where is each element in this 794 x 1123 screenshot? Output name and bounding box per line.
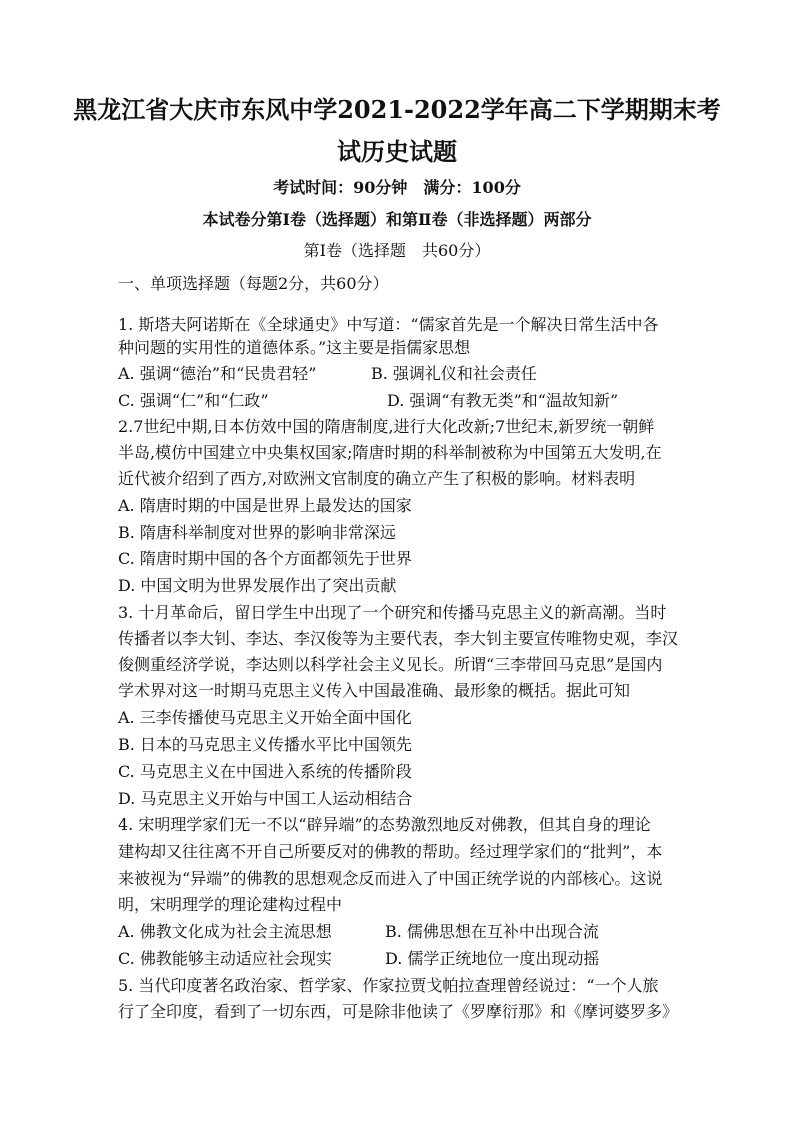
q1-stem-line-1: 1. 斯塔夫阿诺斯在《全球通史》中写道：“儒家首先是一个解决日常生活中各 (118, 315, 659, 334)
q2-option-c: C. 隋唐时期中国的各个方面都领先于世界 (118, 549, 412, 568)
exam-title-line-1: 黑龙江省大庆市东风中学2021-2022学年高二下学期期末考 (73, 95, 721, 124)
q3-stem-line-4: 学术界对这一时期马克思主义传入中国最准确、最形象的概括。据此可知 (118, 681, 631, 700)
exam-title-line-2: 试历史试题 (337, 137, 457, 166)
exam-info: 考试时间：90分钟 满分：100分 (273, 178, 521, 197)
q1-option-a: A. 强调“德治”和“民贵君轻” (118, 364, 317, 383)
q2-option-a: A. 隋唐时期的中国是世界上最发达的国家 (118, 496, 412, 515)
q3-option-b: B. 日本的马克思主义传播水平比中国领先 (118, 735, 412, 754)
part-title: 第Ⅰ卷（选择题 共60分） (303, 241, 491, 260)
q3-stem-line-2: 传播者以李大钊、李达、李汉俊等为主要代表，李大钊主要宣传唯物史观，李汉 (118, 629, 679, 648)
section-title: 一、单项选择题（每题2分，共60分） (118, 274, 389, 293)
q3-option-d: D. 马克思主义开始与中国工人运动相结合 (118, 789, 413, 808)
q2-stem-line-2: 半岛,模仿中国建立中央集权国家;隋唐时期的科举制被称为中国第五大发明,在 (118, 443, 662, 462)
q1-option-c: C. 强调“仁”和“仁政” (118, 391, 269, 410)
exam-structure: 本试卷分第Ⅰ卷（选择题）和第Ⅱ卷（非选择题）两部分 (202, 210, 592, 229)
q5-stem-line-1: 5. 当代印度著名政治家、哲学家、作家拉贾戈帕拉查理曾经说过：“一个人旅 (118, 976, 659, 995)
q4-option-c: C. 佛教能够主动适应社会现实 (118, 949, 332, 968)
q4-option-b: B. 儒佛思想在互补中出现合流 (385, 922, 599, 941)
q3-stem-line-3: 俊侧重经济学说，李达则以科学社会主义见长。所谓“三李带回马克思”是国内 (118, 655, 663, 674)
q1-stem-line-2: 种问题的实用性的道德体系。”这主要是指儒家思想 (118, 338, 471, 357)
q1-option-b: B. 强调礼仪和社会责任 (371, 364, 537, 383)
q3-stem-line-1: 3. 十月革命后，留日学生中出现了一个研究和传播马克思主义的新高潮。当时 (118, 603, 667, 622)
q4-option-a: A. 佛教文化成为社会主流思想 (118, 922, 332, 941)
q4-stem-line-2: 建构却又往往离不开自己所要反对的佛教的帮助。经过理学家们的“批判”，本 (118, 842, 663, 861)
q2-option-b: B. 隋唐科举制度对世界的影响非常深远 (118, 523, 396, 542)
q2-stem-line-1: 2.7世纪中期,日本仿效中国的隋唐制度,进行大化改新;7世纪末,新罗统一朝鲜 (118, 417, 655, 436)
q5-stem-line-2: 行了全印度，看到了一切东西，可是除非他读了《罗摩衍那》和《摩诃婆罗多》 (118, 1002, 679, 1021)
q4-stem-line-1: 4. 宋明理学家们无一不以“辟异端”的态势激烈地反对佛教，但其自身的理论 (118, 815, 651, 834)
q3-option-c: C. 马克思主义在中国进入系统的传播阶段 (118, 762, 412, 781)
q4-stem-line-4: 明，宋明理学的理论建构过程中 (118, 895, 343, 914)
q4-stem-line-3: 来被视为“异端”的佛教的思想观念反而进入了中国正统学说的内部核心。这说 (118, 869, 663, 888)
q4-option-d: D. 儒学正统地位一度出现动摇 (385, 949, 600, 968)
q1-option-d: D. 强调“有教无类”和“温故知新” (387, 391, 619, 410)
q2-option-d: D. 中国文明为世界发展作出了突出贡献 (118, 576, 397, 595)
q3-option-a: A. 三李传播使马克思主义开始全面中国化 (118, 708, 412, 727)
q2-stem-line-3: 近代被介绍到了西方,对欧洲文官制度的确立产生了积极的影响。材料表明 (118, 469, 636, 488)
